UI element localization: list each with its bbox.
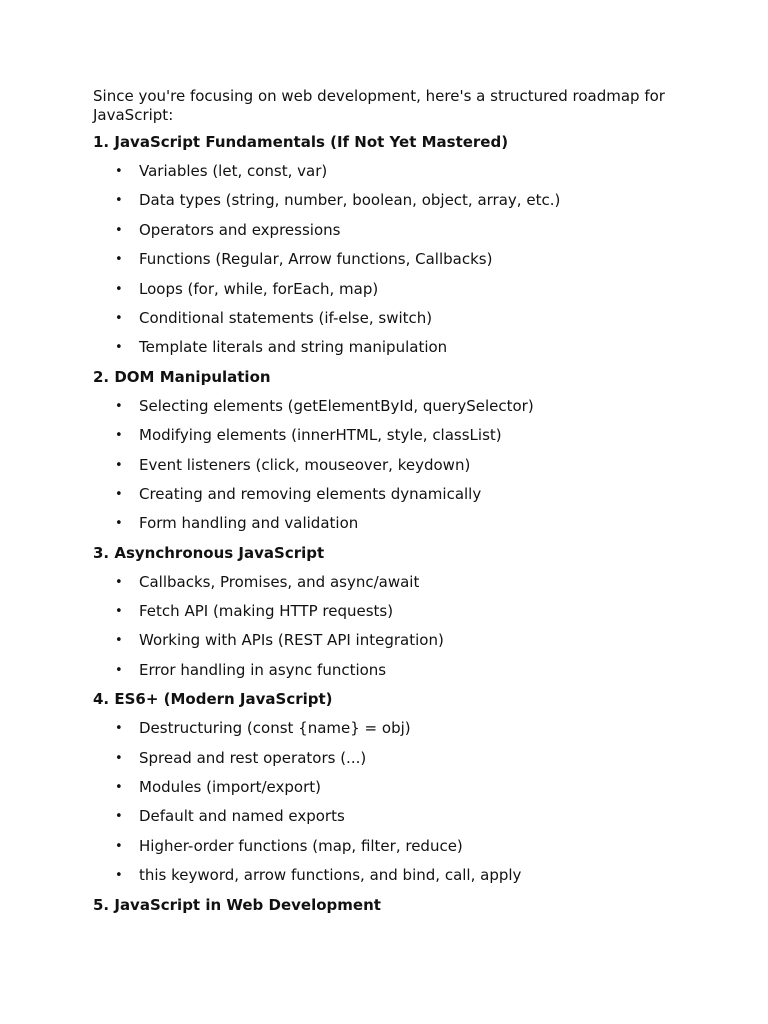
list-item-text: Creating and removing elements dynamically [139, 484, 482, 503]
bullet-icon: • [115, 486, 123, 502]
list-item [93, 837, 683, 856]
list-item-text: Operators and expressions [139, 220, 341, 239]
roadmap-section [93, 368, 683, 534]
bullet-icon: • [115, 868, 123, 884]
roadmap-section [93, 133, 683, 357]
bullet-icon: • [115, 780, 123, 796]
list-item [93, 397, 683, 416]
section-heading: 2. DOM Manipulation [93, 367, 271, 386]
list-item [93, 807, 683, 826]
list-item-text: Selecting elements (getElementById, querySelector) [139, 396, 534, 415]
list-item-text: Error handling in async functions [139, 660, 387, 679]
list-item-text: Modules (import/export) [139, 778, 321, 797]
roadmap-section [93, 544, 683, 680]
list-item [93, 280, 683, 299]
bullet-icon: • [115, 340, 123, 356]
list-item [93, 191, 683, 210]
list-item-text: Callbacks, Promises, and async/await [139, 572, 420, 591]
list-item-text: Default and named exports [139, 807, 345, 826]
bullet-icon: • [115, 428, 123, 444]
bullet-icon: • [115, 838, 123, 854]
list-item [93, 602, 683, 621]
bullet-list [93, 397, 683, 534]
list-item [93, 631, 683, 650]
list-item [93, 456, 683, 475]
bullet-list [93, 719, 683, 885]
list-item [93, 866, 683, 885]
list-item-text: Functions (Regular, Arrow functions, Callbacks) [139, 250, 493, 269]
list-item-text: Destructuring (const {name} = obj) [139, 719, 411, 738]
bullet-icon: • [115, 721, 123, 737]
section-heading: 3. Asynchronous JavaScript [93, 543, 325, 562]
bullet-icon: • [115, 750, 123, 766]
bullet-icon: • [115, 633, 123, 649]
list-item [93, 778, 683, 797]
bullet-list [93, 162, 683, 357]
bullet-icon: • [115, 193, 123, 209]
list-item-text: Event listeners (click, mouseover, keydown) [139, 455, 471, 474]
section-heading: 1. JavaScript Fundamentals (If Not Yet Mastered) [93, 133, 509, 151]
list-item-text: Modifying elements (innerHTML, style, classList) [139, 426, 502, 445]
list-item-text: Form handling and validation [139, 514, 359, 533]
roadmap-section [93, 896, 683, 915]
bullet-icon: • [115, 516, 123, 532]
document-page [93, 87, 683, 925]
list-item-text: this keyword, arrow functions, and bind, call, apply [139, 866, 522, 885]
list-item [93, 719, 683, 738]
list-item [93, 221, 683, 240]
bullet-icon: • [115, 457, 123, 473]
list-item [93, 749, 683, 768]
bullet-icon: • [115, 310, 123, 326]
bullet-icon: • [115, 252, 123, 268]
list-item-text: Template literals and string manipulation [139, 338, 448, 357]
bullet-icon: • [115, 809, 123, 825]
list-item-text: Variables (let, const, var) [139, 162, 328, 180]
bullet-icon: • [115, 574, 123, 590]
bullet-icon: • [115, 281, 123, 297]
bullet-icon: • [115, 398, 123, 414]
bullet-icon: • [115, 604, 123, 620]
list-item [93, 661, 683, 680]
list-item-text: Conditional statements (if-else, switch) [139, 308, 433, 327]
list-item [93, 162, 683, 181]
list-item [93, 573, 683, 592]
section-heading: 4. ES6+ (Modern JavaScript) [93, 690, 333, 709]
roadmap-section [93, 690, 683, 885]
section-heading: 5. JavaScript in Web Development [93, 895, 381, 914]
list-item-text: Fetch API (making HTTP requests) [139, 602, 394, 621]
bullet-list [93, 573, 683, 680]
list-item [93, 250, 683, 269]
intro-paragraph: Since you're focusing on web development, here's a structured roadmap for JavaScript: [93, 87, 665, 124]
list-item [93, 485, 683, 504]
list-item [93, 514, 683, 533]
bullet-icon: • [115, 164, 123, 179]
list-item-text: Working with APIs (REST API integration) [139, 631, 444, 650]
list-item-text: Loops (for, while, forEach, map) [139, 279, 379, 298]
list-item-text: Higher-order functions (map, filter, reduce) [139, 836, 463, 855]
roadmap-sections [93, 133, 683, 915]
list-item [93, 309, 683, 328]
bullet-icon: • [115, 222, 123, 238]
list-item [93, 426, 683, 445]
list-item-text: Spread and rest operators (...) [139, 748, 367, 767]
list-item-text: Data types (string, number, boolean, object, array, etc.) [139, 191, 561, 210]
list-item [93, 338, 683, 357]
bullet-icon: • [115, 662, 123, 678]
